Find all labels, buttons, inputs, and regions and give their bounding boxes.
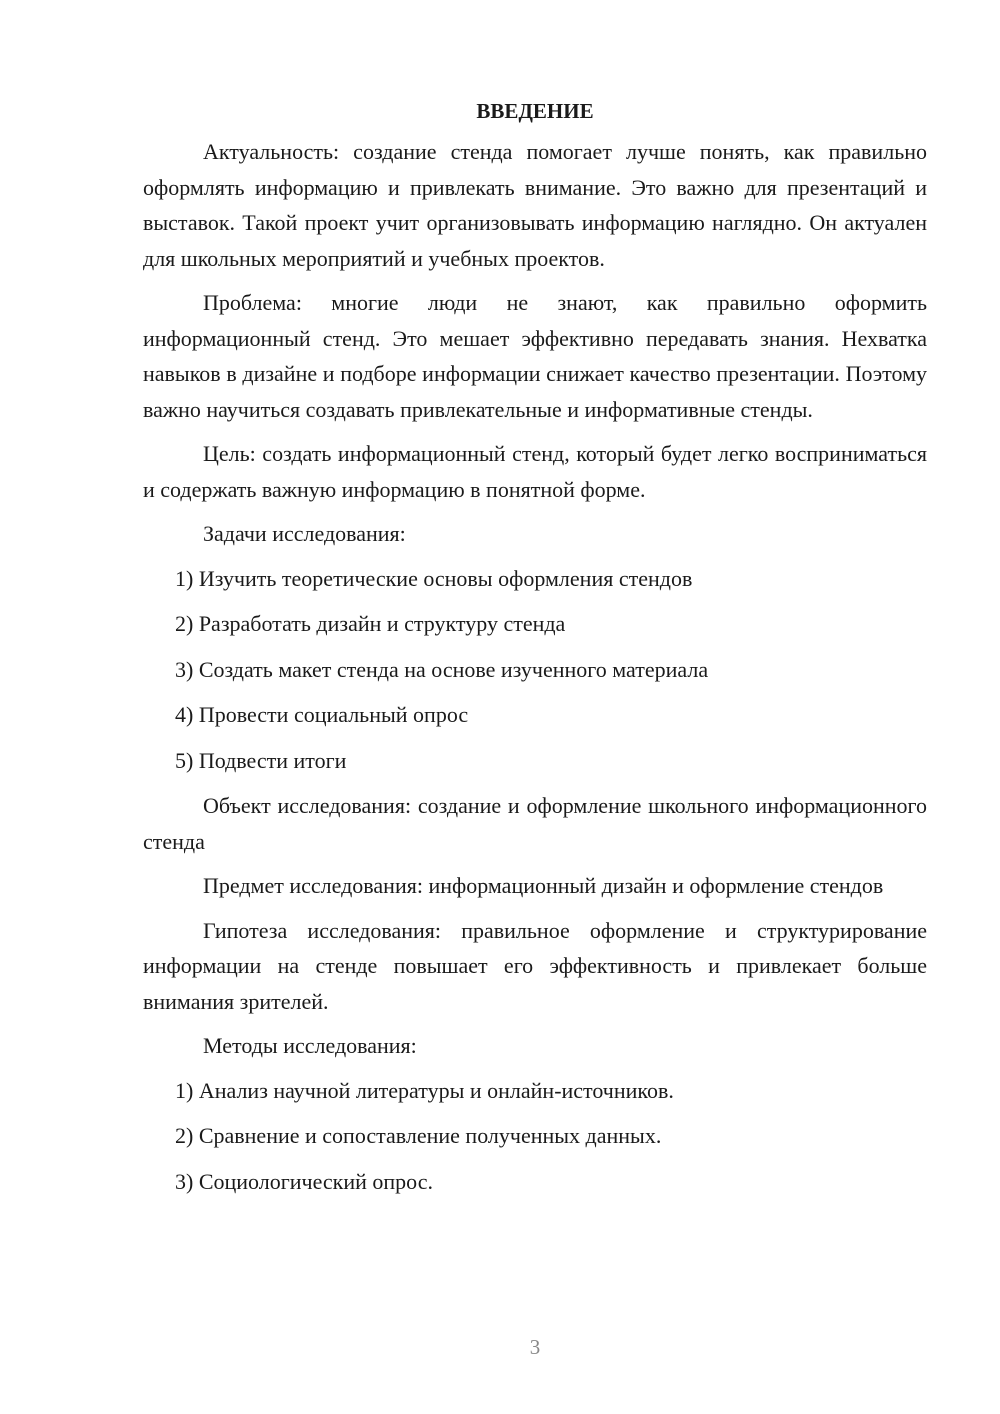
list-item: 2) Сравнение и сопоставление полученных данных. (175, 1123, 662, 1148)
list-item: 4) Провести социальный опрос (175, 702, 469, 727)
list-item: 3) Социологический опрос. (175, 1168, 433, 1194)
object-paragraph: Объект исследования: создание и оформление школьного информационного стенда (143, 793, 927, 854)
problem-paragraph: Проблема: многие люди не знают, как правильно оформить информационный стенд. Это мешает эффективно передавать знания. Нехватка навыков в дизайне и подборе информации снижает качество презентации. Поэтому важно научиться создавать привлекательные и информативные стенды. (143, 290, 927, 422)
subject-paragraph: Предмет исследования: информационный дизайн и оформление стендов (203, 873, 884, 898)
page-title: ВВЕДЕНИЕ (476, 99, 594, 123)
list-item: 3) Создать макет стенда на основе изученного материала (175, 656, 709, 682)
methods-heading: Методы исследования: (203, 1033, 417, 1058)
tasks-list (143, 561, 927, 779)
list-item: 1) Изучить теоретические основы оформления стендов (175, 565, 693, 591)
goal-paragraph: Цель: создать информационный стенд, который будет легко восприниматься и содержать важную информацию в понятной форме. (143, 441, 927, 502)
hypothesis-paragraph: Гипотеза исследования: правильное оформление и структурирование информации на стенде повышает его эффективность и привлекает больше внимания зрителей. (143, 917, 927, 1014)
methods-list (143, 1073, 927, 1200)
list-item: 2) Разработать дизайн и структуру стенда (175, 611, 566, 636)
relevance-paragraph: Актуальность: создание стенда помогает лучше понять, как правильно оформлять информацию и привлекать внимание. Это важно для презентаций и выставок. Такой проект учит организовывать информацию наглядно. Он актуален для школьных мероприятий и учебных проектов. (143, 139, 927, 271)
document-page (143, 96, 927, 1209)
list-item: 1) Анализ научной литературы и онлайн-источников. (175, 1077, 674, 1103)
tasks-heading: Задачи исследования: (203, 521, 406, 546)
page-number: 3 (529, 1335, 541, 1359)
list-item: 5) Подвести итоги (175, 747, 347, 773)
